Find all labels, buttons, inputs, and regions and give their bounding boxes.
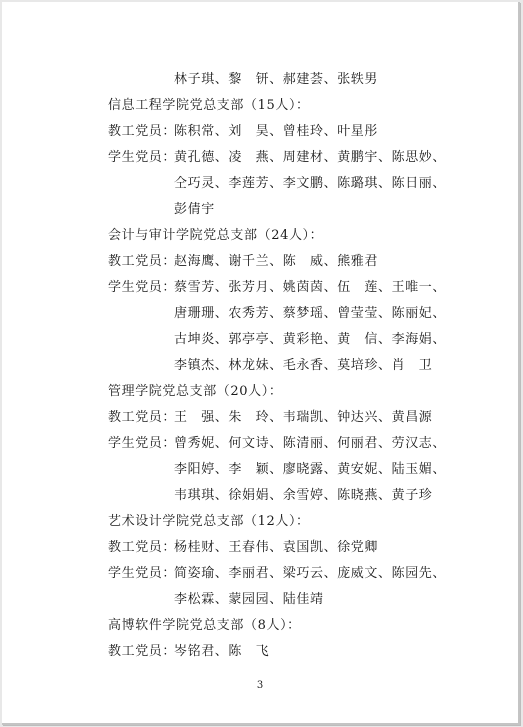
faculty-members-row xyxy=(108,535,508,561)
names-text: 赵海鹰、谢千兰、陈 威、熊雅君 xyxy=(174,254,379,269)
role-label: 学生党员： xyxy=(108,436,177,451)
names-text: 李阳婷、李 颖、廖晓露、黄安妮、陆玉媚、 xyxy=(174,462,447,477)
names-text: 古坤炎、郭亭亭、黄彩艳、黄 信、李海娟、 xyxy=(174,332,447,347)
names-text: 韦琪琪、徐娟娟、余雪婷、陈晓燕、黄子珍 xyxy=(174,488,433,503)
page-number: 3 xyxy=(256,680,264,691)
student-members-row xyxy=(108,275,508,301)
names-text: 简姿瑜、李丽君、梁巧云、庞威文、陈园先、 xyxy=(174,566,447,581)
faculty-members-row xyxy=(108,639,508,665)
names-text: 王 强、朱 玲、韦瑞凯、钟达兴、黄昌源 xyxy=(174,410,433,425)
section-title-management: 管理学院党总支部（20人）： xyxy=(108,384,283,399)
names-text: 岑铭君、陈 飞 xyxy=(174,644,270,659)
student-members-row xyxy=(108,145,508,171)
list-continuation-line xyxy=(108,197,508,223)
role-label: 教工党员： xyxy=(108,540,177,555)
section-title-info-engineering: 信息工程学院党总支部（15人）： xyxy=(108,98,310,113)
faculty-members-row xyxy=(108,405,508,431)
names-text: 蔡雪芳、张芳月、姚茵茵、伍 莲、王唯一、 xyxy=(174,280,447,295)
list-continuation-line xyxy=(108,483,508,509)
list-continuation-line xyxy=(108,587,508,613)
role-label: 教工党员： xyxy=(108,254,177,269)
student-members-row xyxy=(108,431,508,457)
section-title-accounting-audit: 会计与审计学院党总支部（24人）： xyxy=(108,228,324,243)
list-continuation-line xyxy=(108,67,508,93)
names-text: 曾秀妮、何文诗、陈清丽、何丽君、劳汉志、 xyxy=(174,436,447,451)
list-continuation-line xyxy=(108,327,508,353)
names-text: 李松霖、蒙园园、陆佳靖 xyxy=(174,592,324,607)
student-members-row xyxy=(108,561,508,587)
role-label: 学生党员： xyxy=(108,280,177,295)
faculty-members-row xyxy=(108,249,508,275)
list-continuation-line xyxy=(108,171,508,197)
role-label: 学生党员： xyxy=(108,150,177,165)
names-text: 唐珊珊、农秀芳、蔡梦瑶、曾莹莹、陈丽妃、 xyxy=(174,306,447,321)
list-continuation-line xyxy=(108,457,508,483)
list-continuation-line xyxy=(108,353,508,379)
role-label: 学生党员： xyxy=(108,566,177,581)
names-text: 李镇杰、林龙妹、毛永香、莫培珍、肖 卫 xyxy=(174,358,433,373)
names-text: 杨桂财、王春伟、袁国凯、徐党卿 xyxy=(174,540,379,555)
section-title-art-design: 艺术设计学院党总支部（12人）： xyxy=(108,514,310,529)
faculty-members-row xyxy=(108,119,508,145)
document-page xyxy=(2,2,520,725)
role-label: 教工党员： xyxy=(108,410,177,425)
names-text: 陈积常、刘 昊、曾桂玲、叶星彤 xyxy=(174,124,379,139)
names-text: 彭倩宇 xyxy=(174,202,215,217)
section-title-gaobo-software: 高博软件学院党总支部（8人）： xyxy=(108,618,301,633)
names-text: 林子琪、黎 钘、郝建荟、张轶男 xyxy=(174,72,379,87)
names-text: 仝巧灵、李莲芳、李文鹏、陈璐琪、陈日丽、 xyxy=(174,176,447,191)
role-label: 教工党员： xyxy=(108,644,177,659)
role-label: 教工党员： xyxy=(108,124,177,139)
names-text: 黄孔德、凌 燕、周建材、黄鹏宇、陈思妙、 xyxy=(174,150,447,165)
list-continuation-line xyxy=(108,301,508,327)
member-list xyxy=(108,2,508,665)
